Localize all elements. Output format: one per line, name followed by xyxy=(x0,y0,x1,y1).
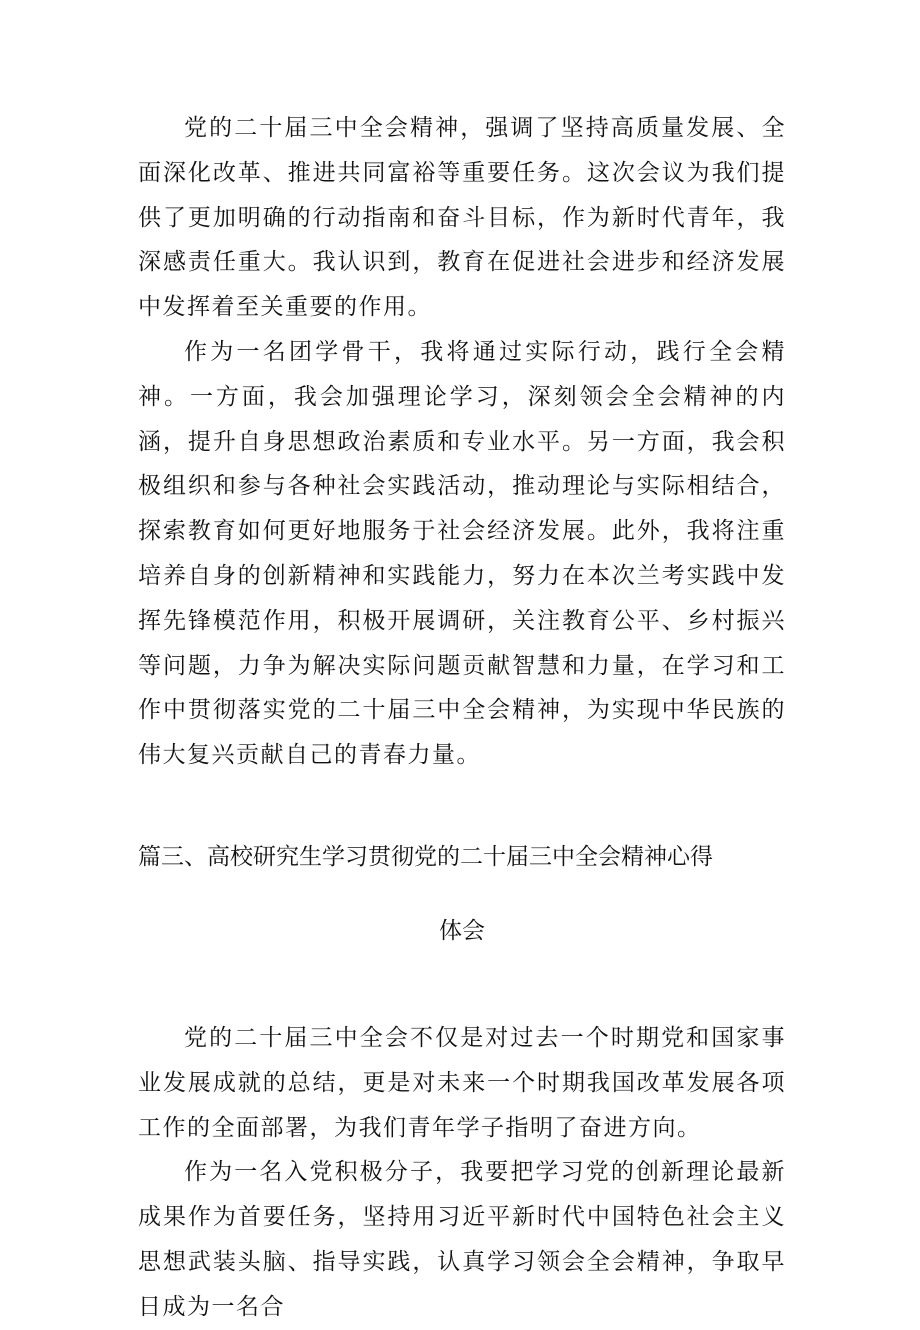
paragraph-4: 作为一名入党积极分子，我要把学习党的创新理论最新成果作为首要任务，坚持用习近平新时代中国特色社会主义思想武装头脑、指导实践，认真学习领会全会精神，争取早日成为一名合 xyxy=(138,1159,786,1320)
section-heading-line-2: 体会 xyxy=(439,917,485,944)
section-heading-line-1: 篇三、高校研究生学习贯彻党的二十届三中全会精神心得 xyxy=(138,843,713,870)
document-body xyxy=(138,106,786,1330)
paragraph-2: 作为一名团学骨干，我将通过实际行动，践行全会精神。一方面，我会加强理论学习，深刻领会全会精神的内涵，提升自身思想政治素质和专业水平。另一方面，我会积极组织和参与各种社会实践活动，推动理论与实际相结合，探索教育如何更好地服务于社会经济发展。此外，我将注重培养自身的创新精神和实践能力，努力在本次兰考实践中发挥先锋模范作用，积极开展调研，关注教育公平、乡村振兴等问题，力争为解决实际问题贡献智慧和力量，在学习和工作中贯彻落实党的二十届三中全会精神，为实现中华民族的伟大复兴贡献自己的青春力量。 xyxy=(138,338,786,769)
paragraph-3: 党的二十届三中全会不仅是对过去一个时期党和国家事业发展成就的总结，更是对未来一个时期我国改革发展各项工作的全面部署，为我们青年学子指明了奋进方向。 xyxy=(138,1024,786,1141)
paragraph-1: 党的二十届三中全会精神，强调了坚持高质量发展、全面深化改革、推进共同富裕等重要任务。这次会议为我们提供了更加明确的行动指南和奋斗目标，作为新时代青年，我深感责任重大。我认识到，教育在促进社会进步和经济发展中发挥着至关重要的作用。 xyxy=(138,115,786,321)
